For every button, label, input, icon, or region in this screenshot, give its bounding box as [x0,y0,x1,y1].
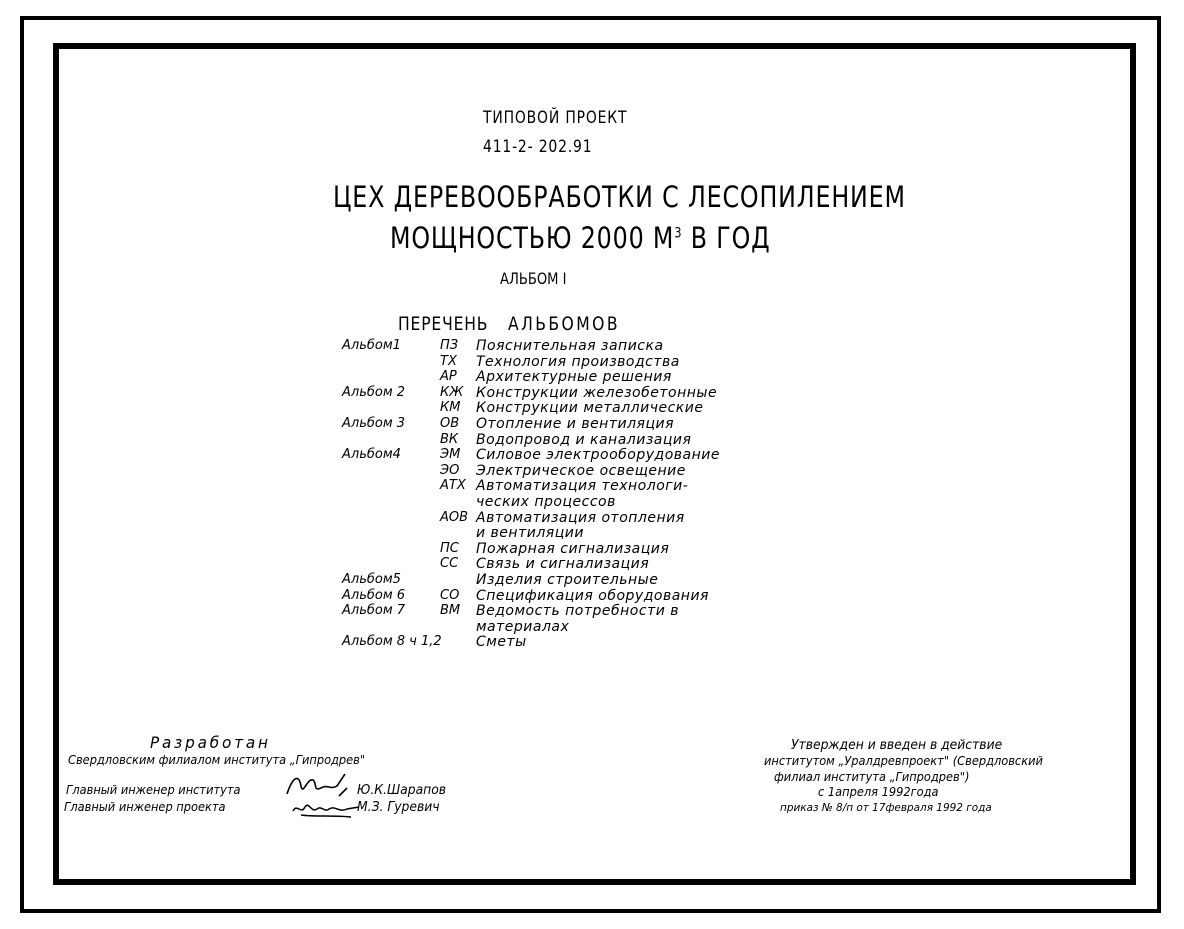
section-name: Сметы [476,634,527,651]
section-code: ВК [440,431,459,447]
list-item [342,400,742,416]
album-name: Альбом 8 ч 1,2 [342,634,442,650]
section-name: Автоматизация отопления [476,509,685,526]
list-item [342,478,742,494]
section-name: Изделия строительные [476,572,659,588]
chief-engineer-name: Ю.К.Шарапов [357,783,447,798]
project-type-label: ТИПОВОЙ ПРОЕКТ [483,108,628,128]
album-name: Альбом 6 [342,587,406,603]
list-item [342,556,742,572]
section-code: КМ [440,400,461,416]
title-line-2-superscript: 3 [674,225,683,242]
list-item [342,619,742,635]
section-name: Технология производства [476,353,680,370]
list-item [342,354,742,370]
list-item [342,463,742,479]
project-number: 411-2- 202.91 [483,137,593,157]
album-name: Альбом1 [342,338,401,353]
albums-list-heading-2: АЛЬБОМОВ [507,313,621,335]
project-engineer-signature [291,797,363,821]
list-item [342,588,742,604]
section-code: АТХ [440,478,466,494]
list-item [342,432,742,448]
list-item [342,572,742,588]
list-item [342,385,742,401]
section-code: ТХ [440,353,457,369]
album-name: Альбом 3 [342,416,406,431]
album-name: Альбом 2 [342,384,406,400]
approval-line-4: с 1апреля 1992года [818,785,939,799]
list-item [342,603,742,619]
title-line-2-main: МОЩНОСТЬЮ 2000 М [390,221,675,255]
section-name: Водопровод и канализация [476,431,692,448]
albums-list-heading-1: ПЕРЕЧЕНЬ [398,313,489,335]
section-code: ОВ [440,416,460,431]
albums-list-heading [398,313,620,335]
section-name: Связь и сигнализация [476,556,650,573]
album-name: Альбом4 [342,447,401,463]
title-line-2-end: В ГОД [682,221,771,255]
section-name: Силовое электрооборудование [476,447,720,464]
section-name: Автоматизация технологи- [476,478,689,495]
section-name: материалах [476,618,570,635]
approval-line-5: приказ № 8/п от 17февраля 1992 года [780,801,992,814]
title-line-2 [390,221,771,255]
album-name: Альбом5 [342,572,401,587]
project-engineer-name: М.З. Гуревич [357,800,440,815]
section-name: Ведомость потребности в [476,603,680,620]
section-name: Пояснительная записка [476,338,664,354]
list-item [342,447,742,463]
approval-line-1: Утвержден и введен в действие [791,738,1003,753]
section-code: ЭМ [440,447,461,463]
list-item [342,338,742,354]
section-code: ЭО [440,462,460,478]
list-item [342,416,742,432]
list-item [342,541,742,557]
list-item [342,634,742,650]
chief-engineer-role: Главный инженер института [66,783,241,797]
section-name: и вентиляции [476,525,584,542]
section-code: СО [440,587,460,603]
section-code: СС [440,556,459,572]
section-code: ПЗ [440,338,459,353]
section-code: ВМ [440,603,461,619]
section-name: Отопление и вентиляция [476,416,675,432]
approval-line-3: филиал института „Гипродрев") [774,770,970,784]
section-name: Конструкции металлические [476,400,704,417]
section-name: Электрическое освещение [476,462,686,479]
album-name: Альбом 7 [342,603,406,619]
section-name: Конструкции железобетонные [476,384,718,401]
list-item [342,494,742,510]
album-label: АЛЬБОМ I [500,269,567,288]
section-code: ПС [440,540,459,556]
section-name: Спецификация оборудования [476,587,709,604]
developer-title: Разработан [150,733,271,752]
list-item [342,525,742,541]
title-line-1: ЦЕХ ДЕРЕВООБРАБОТКИ С ЛЕСОПИЛЕНИЕМ [333,180,906,214]
project-engineer-role: Главный инженер проекта [64,800,226,814]
list-item [342,369,742,385]
section-name: Архитектурные решения [476,369,672,386]
approval-line-2: институтом „Уралдревпроект" (Свердловский [764,754,1043,768]
section-code: АР [440,369,457,385]
list-item [342,510,742,526]
section-code: КЖ [440,384,464,400]
section-name: ческих процессов [476,494,616,510]
section-name: Пожарная сигнализация [476,540,670,557]
developer-org: Свердловским филиалом института „Гипродрев" [68,753,366,767]
section-code: АОВ [440,509,469,525]
